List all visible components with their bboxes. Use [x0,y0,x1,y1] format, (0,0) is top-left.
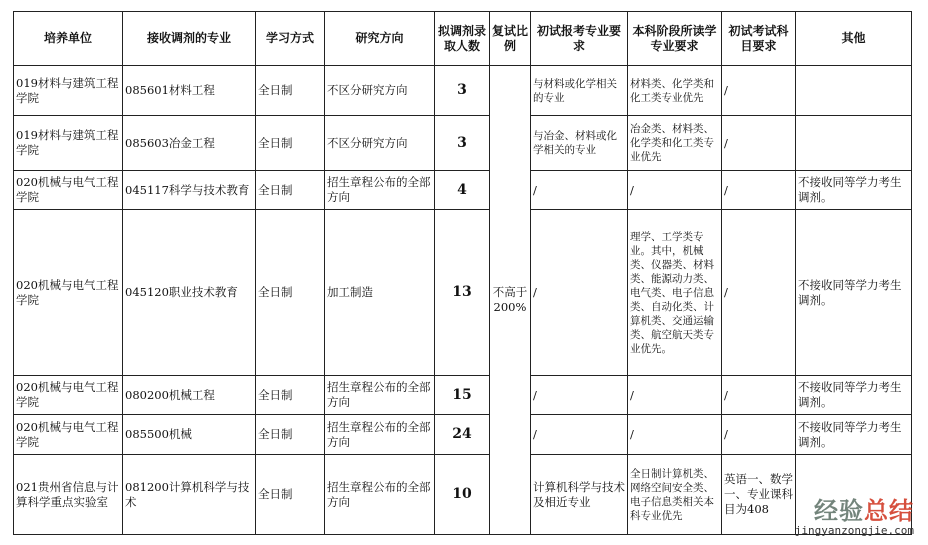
header-mode: 学习方式 [256,12,325,66]
cell-subject-req: / [722,376,796,415]
cell-unit: 020机械与电气工程学院 [14,171,123,210]
watermark-title-a: 经验 [814,497,864,525]
cell-other: 不接收同等学力考生调剂。 [796,210,912,376]
cell-subject-req: / [722,415,796,455]
cell-mode: 全日制 [256,415,325,455]
header-direction: 研究方向 [325,12,435,66]
cell-unit: 019材料与建筑工程学院 [14,66,123,116]
cell-first-req: / [531,210,628,376]
cell-mode: 全日制 [256,455,325,535]
cell-other: 不接收同等学力考生调剂。 [796,376,912,415]
cell-major: 080200机械工程 [123,376,256,415]
table-row [14,415,912,455]
cell-first-req: / [531,415,628,455]
table-row [14,455,912,535]
cell-planned: 10 [435,455,490,535]
cell-subject-req: / [722,171,796,210]
cell-unit: 020机械与电气工程学院 [14,210,123,376]
header-subject-req: 初试考试科目要求 [722,12,796,66]
cell-direction: 不区分研究方向 [325,66,435,116]
cell-mode: 全日制 [256,376,325,415]
cell-unit: 020机械与电气工程学院 [14,415,123,455]
cell-planned: 24 [435,415,490,455]
cell-major: 045120职业技术教育 [123,210,256,376]
cell-major: 085601材料工程 [123,66,256,116]
header-first-req: 初试报考专业要求 [531,12,628,66]
cell-subject-req: / [722,116,796,171]
cell-direction: 招生章程公布的全部方向 [325,415,435,455]
cell-mode: 全日制 [256,66,325,116]
cell-planned: 15 [435,376,490,415]
cell-unit: 020机械与电气工程学院 [14,376,123,415]
cell-mode: 全日制 [256,116,325,171]
header-major: 接收调剂的专业 [123,12,256,66]
table-row [14,66,912,116]
adjustment-table [13,11,912,535]
header-ratio: 复试比例 [490,12,531,66]
cell-direction: 招生章程公布的全部方向 [325,171,435,210]
cell-direction: 招生章程公布的全部方向 [325,455,435,535]
cell-subject-req: 英语一、数学一、专业课科目为408 [722,455,796,535]
table-row [14,171,912,210]
cell-mode: 全日制 [256,210,325,376]
cell-other: 不接收同等学力考生调剂。 [796,415,912,455]
header-planned: 拟调剂录取人数 [435,12,490,66]
cell-subject-req: / [722,210,796,376]
cell-planned: 3 [435,66,490,116]
cell-subject-req: / [722,66,796,116]
header-unit: 培养单位 [14,12,123,66]
header-row [14,12,912,66]
cell-first-req: / [531,376,628,415]
cell-first-req: 与冶金、材料或化学相关的专业 [531,116,628,171]
watermark [795,498,914,537]
cell-planned: 4 [435,171,490,210]
cell-direction: 不区分研究方向 [325,116,435,171]
cell-ug-req: / [628,171,722,210]
cell-other: 不接收同等学力考生调剂。 [796,171,912,210]
cell-direction: 招生章程公布的全部方向 [325,376,435,415]
watermark-title-b: 总结 [864,497,914,525]
cell-unit: 019材料与建筑工程学院 [14,116,123,171]
header-other: 其他 [796,12,912,66]
cell-planned: 3 [435,116,490,171]
cell-planned: 13 [435,210,490,376]
cell-major: 081200计算机科学与技术 [123,455,256,535]
header-ug-req: 本科阶段所读学专业要求 [628,12,722,66]
cell-mode: 全日制 [256,171,325,210]
watermark-url: jingyanzongjie.com [794,524,914,537]
cell-first-req: 与材料或化学相关的专业 [531,66,628,116]
cell-direction: 加工制造 [325,210,435,376]
cell-other [796,116,912,171]
cell-ug-req: 全日制计算机类、网络空间安全类、电子信息类相关本科专业优先 [628,455,722,535]
cell-ug-req: 冶金类、材料类、化学类和化工类专业优先 [628,116,722,171]
cell-major: 045117科学与技术教育 [123,171,256,210]
cell-major: 085500机械 [123,415,256,455]
cell-first-req: 计算机科学与技术及相近专业 [531,455,628,535]
cell-ug-req: 理学、工学类专业。其中，机械类、仪器类、材料类、能源动力类、电气类、电子信息类、自动化类、计算机类、交通运输类、航空航天类专业优先。 [628,210,722,376]
cell-other [796,66,912,116]
table-row [14,376,912,415]
cell-first-req: / [531,171,628,210]
cell-ug-req: 材料类、化学类和化工类专业优先 [628,66,722,116]
cell-major: 085603冶金工程 [123,116,256,171]
table-row [14,210,912,376]
cell-unit: 021贵州省信息与计算科学重点实验室 [14,455,123,535]
table-row [14,116,912,171]
cell-ug-req: / [628,376,722,415]
cell-ratio: 不高于200% [490,66,531,535]
watermark-title [795,498,914,524]
cell-ug-req: / [628,415,722,455]
